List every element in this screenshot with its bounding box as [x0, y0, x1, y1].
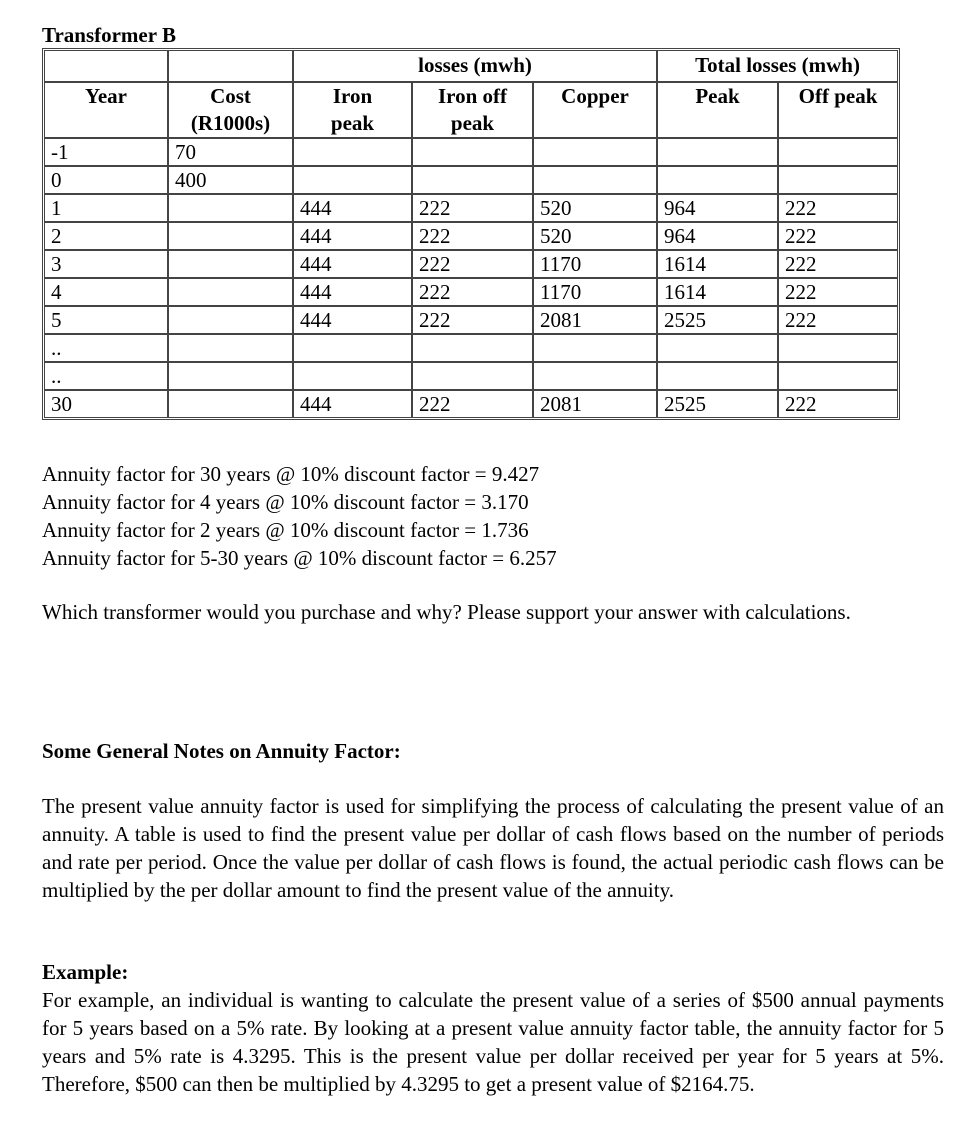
cell-copper: 2081 [533, 306, 657, 334]
cell-copper: 1170 [533, 278, 657, 306]
cell-total-peak [657, 362, 778, 390]
cell-cost [168, 222, 293, 250]
cell-iron-peak: 444 [293, 194, 412, 222]
cell-year: 30 [45, 390, 168, 417]
cell-copper: 520 [533, 222, 657, 250]
cell-iron-peak [293, 362, 412, 390]
cell-iron-peak [293, 166, 412, 194]
table-row [45, 194, 897, 222]
notes-heading: Some General Notes on Annuity Factor: [42, 739, 401, 763]
cell-total-peak: 964 [657, 194, 778, 222]
cell-iron-off-peak [412, 362, 533, 390]
group-header-empty [45, 51, 168, 82]
cell-total-off-peak [778, 138, 897, 166]
annuity-factor-line: Annuity factor for 30 years @ 10% discount factor = 9.427 [42, 462, 540, 486]
cell-cost: 400 [168, 166, 293, 194]
cell-cost [168, 194, 293, 222]
cell-cost [168, 250, 293, 278]
cell-copper [533, 334, 657, 362]
cell-total-peak: 1614 [657, 250, 778, 278]
cell-total-off-peak: 222 [778, 306, 897, 334]
column-header-total-off-peak: Off peak [778, 82, 897, 138]
example-heading: Example: [42, 960, 129, 984]
table-row [45, 166, 897, 194]
table-body [45, 138, 897, 417]
table-row [45, 278, 897, 306]
column-header-row [45, 82, 897, 138]
cell-copper [533, 362, 657, 390]
cell-total-peak: 2525 [657, 390, 778, 417]
cell-total-peak [657, 138, 778, 166]
cell-year: 5 [45, 306, 168, 334]
cell-total-peak [657, 166, 778, 194]
table-row [45, 222, 897, 250]
cell-total-off-peak: 222 [778, 250, 897, 278]
annuity-factor-line: Annuity factor for 2 years @ 10% discount factor = 1.736 [42, 518, 529, 542]
cell-iron-peak: 444 [293, 306, 412, 334]
cell-iron-peak: 444 [293, 250, 412, 278]
column-header-cost: Cost (R1000s) [168, 82, 293, 138]
cell-total-peak: 1614 [657, 278, 778, 306]
cell-iron-peak: 444 [293, 222, 412, 250]
example-paragraph: For example, an individual is wanting to calculate the present value of a series of $500 annual payments for 5 years based on a 5% rate. By looking at a present value annuity factor table, the annuity factor for 5 years and 5% rate is 4.3295. This is the present value per dollar received per year for 5 years at 5%. Therefore, $500 can then be multiplied by 4.3295 to get a present value of $2164.75. [42, 988, 944, 1096]
table-row [45, 250, 897, 278]
cell-copper: 2081 [533, 390, 657, 417]
cell-iron-peak [293, 138, 412, 166]
cell-total-peak: 2525 [657, 306, 778, 334]
annuity-factor-list [42, 460, 557, 572]
cell-cost [168, 334, 293, 362]
cell-iron-off-peak [412, 138, 533, 166]
cell-year: 4 [45, 278, 168, 306]
cell-total-peak [657, 334, 778, 362]
losses-table [45, 51, 897, 417]
group-header-empty [168, 51, 293, 82]
column-header-iron-off-peak: Iron off peak [412, 82, 533, 138]
table-row [45, 138, 897, 166]
cell-year: 3 [45, 250, 168, 278]
annuity-factor-line: Annuity factor for 4 years @ 10% discount factor = 3.170 [42, 490, 529, 514]
table-row [45, 390, 897, 417]
question-text: Which transformer would you purchase and why? Please support your answer with calculations. [42, 600, 851, 624]
cell-copper: 520 [533, 194, 657, 222]
cell-iron-peak: 444 [293, 278, 412, 306]
cell-copper [533, 166, 657, 194]
cell-iron-off-peak: 222 [412, 306, 533, 334]
losses-table-container [42, 48, 900, 420]
cell-total-off-peak [778, 334, 897, 362]
cell-cost [168, 278, 293, 306]
cell-iron-off-peak: 222 [412, 278, 533, 306]
cell-cost: 70 [168, 138, 293, 166]
annuity-factor-line: Annuity factor for 5-30 years @ 10% discount factor = 6.257 [42, 546, 557, 570]
cell-cost [168, 390, 293, 417]
cell-total-off-peak: 222 [778, 278, 897, 306]
table-row [45, 362, 897, 390]
column-header-total-peak: Peak [657, 82, 778, 138]
cell-total-peak: 964 [657, 222, 778, 250]
cell-iron-off-peak: 222 [412, 390, 533, 417]
cell-year: -1 [45, 138, 168, 166]
group-header-losses: losses (mwh) [293, 51, 657, 82]
cell-total-off-peak [778, 362, 897, 390]
cell-copper [533, 138, 657, 166]
cell-year: 1 [45, 194, 168, 222]
cell-iron-off-peak [412, 334, 533, 362]
cell-total-off-peak: 222 [778, 222, 897, 250]
column-header-year: Year [45, 82, 168, 138]
cell-total-off-peak: 222 [778, 194, 897, 222]
cell-total-off-peak [778, 166, 897, 194]
table-row [45, 306, 897, 334]
cell-iron-off-peak: 222 [412, 250, 533, 278]
notes-paragraph: The present value annuity factor is used for simplifying the process of calculating the present value of an annuity. A table is used to find the present value per dollar of cash flows based on the number of periods and rate per period. Once the value per dollar of cash flows is found, the actual periodic cash flows can be multiplied by the per dollar amount to find the present value of the annuity. [42, 794, 944, 902]
document-title: Transformer B [42, 23, 176, 47]
cell-iron-off-peak: 222 [412, 194, 533, 222]
cell-iron-off-peak [412, 166, 533, 194]
table-row [45, 334, 897, 362]
cell-cost [168, 362, 293, 390]
cell-total-off-peak: 222 [778, 390, 897, 417]
group-header-total-losses: Total losses (mwh) [657, 51, 897, 82]
group-header-row [45, 51, 897, 82]
column-header-copper: Copper [533, 82, 657, 138]
cell-year: .. [45, 362, 168, 390]
column-header-iron-peak: Iron peak [293, 82, 412, 138]
cell-year: .. [45, 334, 168, 362]
cell-iron-peak [293, 334, 412, 362]
cell-iron-off-peak: 222 [412, 222, 533, 250]
cell-copper: 1170 [533, 250, 657, 278]
cell-year: 2 [45, 222, 168, 250]
cell-year: 0 [45, 166, 168, 194]
cell-cost [168, 306, 293, 334]
cell-iron-peak: 444 [293, 390, 412, 417]
